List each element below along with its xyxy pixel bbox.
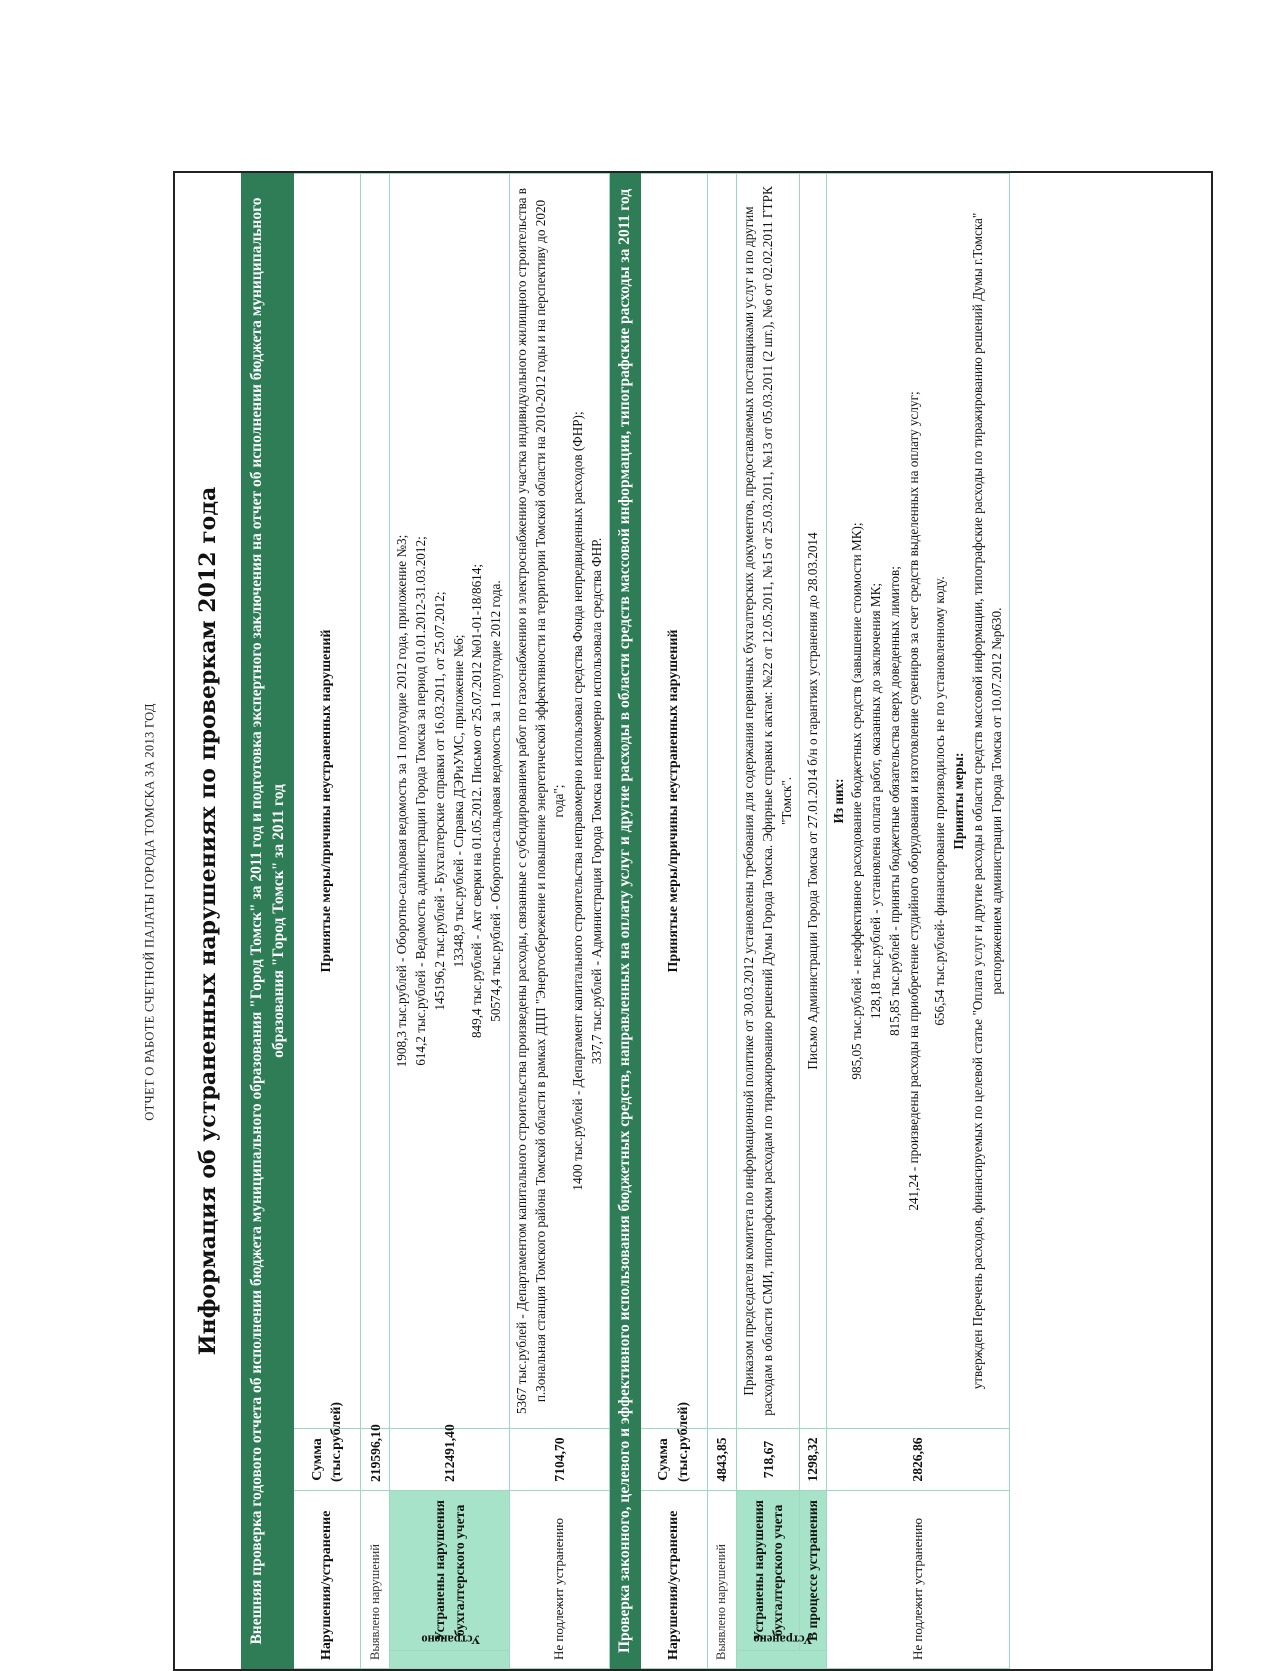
col-header-measures: Принятые меры/причины неустраненных нарушений <box>641 174 708 1429</box>
fixed-group-label: Устранено <box>421 1632 481 1647</box>
rotated-page <box>173 171 1213 1671</box>
section2-header-row <box>641 174 708 1669</box>
page-title: Информация об устраненных нарушениях по проверкам 2012 года <box>195 486 221 1356</box>
measure-line: 241,24 - произведены расходы на приобретение студийного оборудования и изготовление сувениров за счет средств выделенных на оплату услуг; <box>905 391 921 1211</box>
col-header-violations: Нарушения/устранение <box>294 1491 361 1669</box>
measure-line: 337,7 тыс.рублей - Администрация Города Томска неправомерно использовала средства ФНР. <box>588 537 604 1065</box>
not-subject-sum: 7104,70 <box>509 1429 610 1491</box>
of-them-heading: Из них: <box>830 778 846 824</box>
measure-line: 13348,9 тыс.рублей - Справка ДЭРиУМС, приложение №6; <box>450 634 466 968</box>
section2-in-process-row <box>800 174 826 1669</box>
measure-line: 145196,2 тыс.рублей - Бухгалтерские справки от 16.03.2011, от 25.07.2012; <box>431 591 447 1011</box>
violations-table <box>241 173 1010 1669</box>
running-header: ОТЧЕТ О РАБОТЕ СЧЕТНОЙ ПАЛАТЫ ГОРОДА ТОМСКА ЗА 2013 ГОД <box>142 703 157 1121</box>
found-measures <box>361 174 390 1429</box>
fixed-group-tag <box>390 1632 509 1669</box>
section2-not-subject-row <box>826 174 1010 1669</box>
not-subject-measures <box>509 174 610 1429</box>
fixed-measures: Приказом председателя комитета по информационной политике от 30.03.2012 установлены требования для содержания первичных бухгалтерских документов, предоставляемых поставщиками услуг и по другим расходам в области СМИ, типографским расходам по тиражированию решений Думы Города Томска. Эфирные справки к актам: №22 от 12.05.2011, №15 от 25.03.2011, №13 от 05.03.2011 (2 шт.), №6 от 02.02.2011 ГТРК "Томск". <box>737 174 800 1429</box>
section1-header-row <box>294 174 361 1669</box>
not-subject-sum: 2826,86 <box>826 1429 1010 1491</box>
fixed-label: Устранены нарушения бухгалтерского учета <box>737 1491 800 1651</box>
measure-line: 614,2 тыс.рублей - Ведомость администрации Города Томска за период 01.01.2012-31.03.2012; <box>413 536 429 1066</box>
measure-line: 50574,4 тыс.рублей - Оборотно-сальдовая ведомость за 1 полугодие 2012 года. <box>488 580 504 1022</box>
section2-banner: Проверка законного, целевого и эффективного использования бюджетных средств, направленных на оплату услуг и другие расходы в области средств массовой информации, типографские расходы за 2011 год <box>610 174 641 1669</box>
section1-not-subject-row <box>509 174 610 1669</box>
measure-line: 985,05 тыс.рублей - неэффективное расходование бюджетных средств (завышение стоимости МК); <box>849 522 865 1080</box>
measure-line: 5367 тыс.рублей - Департаментом капитального строительства произведены расходы, связанные с субсидированием работ по газоснабжению и электроснабжению участка индивидуального жилищного строительства в п.Зональная станция Томского района Томской области в рамках ДЦП "Энергосбережение и повышение энергетической эффективности на территории Томской области на 2010-2012 годы и на перспективу до 2020 года"; <box>513 187 567 1415</box>
not-subject-label: Не подлежит устранению <box>509 1491 610 1669</box>
section2-fixed-row <box>737 174 800 1669</box>
fixed-measures <box>390 174 509 1429</box>
fixed-group-label: Устранено <box>752 1632 812 1647</box>
col-header-sum: Сумма (тыс.рублей) <box>294 1429 361 1491</box>
measure-line: 849,4 тыс.рублей - Акт сверки на 01.05.2012. Письмо от 25.07.2012 №01-01-18/8614; <box>469 563 485 1039</box>
col-header-measures: Принятые меры/причины неустраненных нарушений <box>294 174 361 1429</box>
fixed-label: Устранены нарушения бухгалтерского учета <box>390 1491 509 1651</box>
section1-banner: Внешняя проверка годового отчета об исполнении бюджета муниципального образования "Город Томск" за 2011 год и подготовка экспертного заключения на отчет об исполнении бюджета муниципального образования "Город Томск" за 2011 год <box>242 174 294 1669</box>
measure-line: 1400 тыс.рублей - Департамент капитального строительства неправомерно использовал средства Фонда непредвиденных расходов (ФНР); <box>569 411 585 1191</box>
measures-taken-heading: Приняты меры: <box>951 752 967 850</box>
section2-found-row <box>708 174 737 1669</box>
not-subject-measures <box>826 174 1010 1429</box>
fixed-sum: 718,67 <box>737 1429 800 1491</box>
found-label: Выявлено нарушений <box>708 1491 737 1669</box>
in-process-sum: 1298,32 <box>800 1429 826 1491</box>
fixed-group-tag <box>737 1632 827 1669</box>
report-frame <box>173 171 1213 1671</box>
found-sum: 219596,10 <box>361 1429 390 1491</box>
measure-line: 1908,3 тыс.рублей - Оборотно-сальдовая ведомость за 1 полугодие 2012 года, приложение №3; <box>394 534 410 1068</box>
section1-banner-row <box>242 174 294 1669</box>
section1-fixed-row <box>390 174 509 1669</box>
in-process-measures: Письмо Администрации Города Томска от 27.01.2014 б/н о гарантиях устранения до 28.03.2014 <box>800 174 826 1429</box>
found-measures <box>708 174 737 1429</box>
not-subject-label: Не подлежит устранению <box>826 1491 1010 1669</box>
found-sum: 4843,85 <box>708 1429 737 1491</box>
col-header-sum: Сумма (тыс.рублей) <box>641 1429 708 1491</box>
measure-line: 815,85 тыс.рублей - приняты бюджетные обязательства сверх доведенных лимитов; <box>886 566 902 1036</box>
section1-found-row <box>361 174 390 1669</box>
measure-line: 656,54 тыс.рублей- финансирование производилось не по установленному коду. <box>932 576 948 1026</box>
col-header-violations: Нарушения/устранение <box>641 1491 708 1669</box>
section2-banner-row <box>610 174 641 1669</box>
in-process-label: В процессе устранения <box>800 1491 826 1651</box>
measure-line: 128,18 тыс.рублей - установлена оплата работ, оказанных до заключения МК; <box>868 582 884 1020</box>
found-label: Выявлено нарушений <box>361 1491 390 1669</box>
fixed-sum: 212491,40 <box>390 1429 509 1491</box>
measures-taken-text: утвержден Перечень расходов, финансируемых по целевой статье "Оплата услуг и другие расходы в области средств массовой информации, типографские расходы по тиражированию решений Думы г.Томска" распоряжением администрации Города Томска от 10.07.2012 №р630. <box>969 212 1004 1390</box>
